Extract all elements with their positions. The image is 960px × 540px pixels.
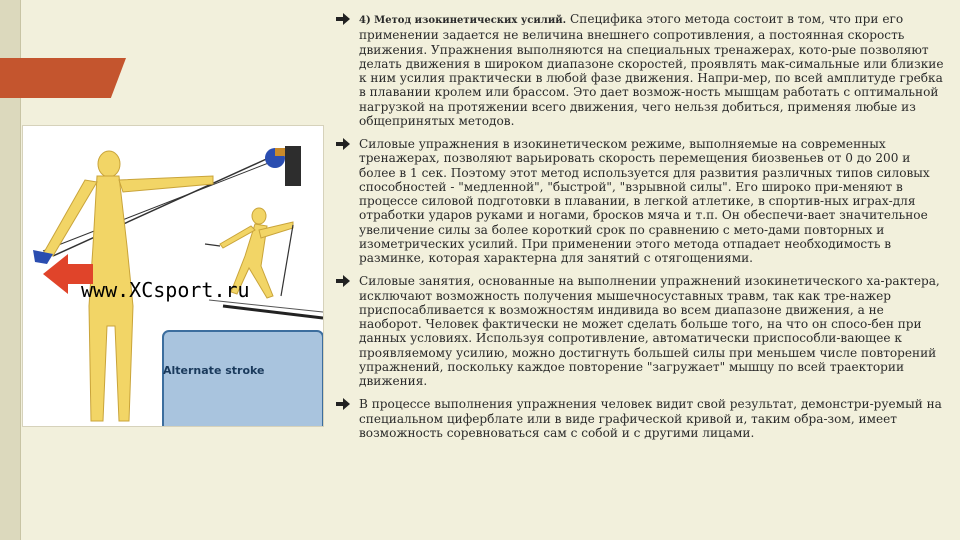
item-text: Силовые упражнения в изокинетическом режиме, выполняемые на современных тренажерах, позволяют варьировать скорость перемещения биозвеньев от 0 до 200 и более в 1 сек. Поэтому этот метод используется для развития различных типов силовых способностей - "медленной", "быстрой", "взрывной силы". Его широко при-меняют в процессе силовой подготовки в плавании, в легкой атлетике, в спортив-ных играх-для отработки ударов руками и ногами, бросков мяча и т.п. Он обеспечи-вает значительное увеличение силы за более короткий срок по сравнению с мето-дами повторных и изометрических усилий. При применении этого метода отпадает необходимость в разминке, которая характерна для занятий с отягощениями. [359,137,930,265]
arrow-bullet-icon [336,275,350,287]
bullet-item-4 [336,397,944,440]
accent-tab [0,58,126,98]
skier-figures-graphic [23,126,323,426]
item-heading: 4) Метод изокинетических усилий. [359,15,567,26]
watermark-text: www.XCsport.ru [81,278,250,302]
bullet-item-2 [336,137,944,265]
arrow-bullet-icon [336,13,350,25]
item-text: Специфика этого метода состоит в том, что при его применении задается не величина внешнего сопротивления, а постоянная скорость движения. Упражнения выполняются на специальных тренажерах, кото-рые позволяют делать движения в широком диапазоне скоростей, проявлять мак-симальные или близкие к ним усилия практически в любой фазе движения. Напри-мер, по всей амплитуде гребка в плавании кролем или брассом. Это дает возмож-ность мышцам работать с оптимальной нагрузкой на протяжении всего движения, чего нельзя добиться, применяя любые из общепринятых методов. [359,12,944,128]
arrow-bullet-icon [336,398,350,410]
bullet-list [336,12,944,449]
stroke-box [163,331,323,426]
item-text: В процессе выполнения упражнения человек видит свой результат, демонстри-руемый на специальном циферблате или в виде графической кривой и, таким обра-зом, имеет возможность соревноваться сам с собой и с другими лицами. [359,397,942,440]
item-text: Силовые занятия, основанные на выполнении упражнений изокинетического ха-рактера, исключают возможность получения мышечносуставных травм, так как тре-нажер приспосабливается к возможностям индивида во всем диапазоне движения, а не наоборот. Человек фактически не может сделать больше того, на что он спосо-бен при данных условиях. Используя сопротивление, автоматически приспособли-вающее к проявляемому усилию, можно достигнуть большей силы при меньшем числе повторений упражнений, поскольку каждое повторение "загружает" мышцу по всей траектории движения. [359,274,940,388]
arrow-bullet-icon [336,138,350,150]
stroke-label: Alternate stroke [163,364,265,377]
exercise-illustration [22,125,324,427]
bullet-item-3 [336,274,944,388]
bullet-item-1 [336,12,944,128]
